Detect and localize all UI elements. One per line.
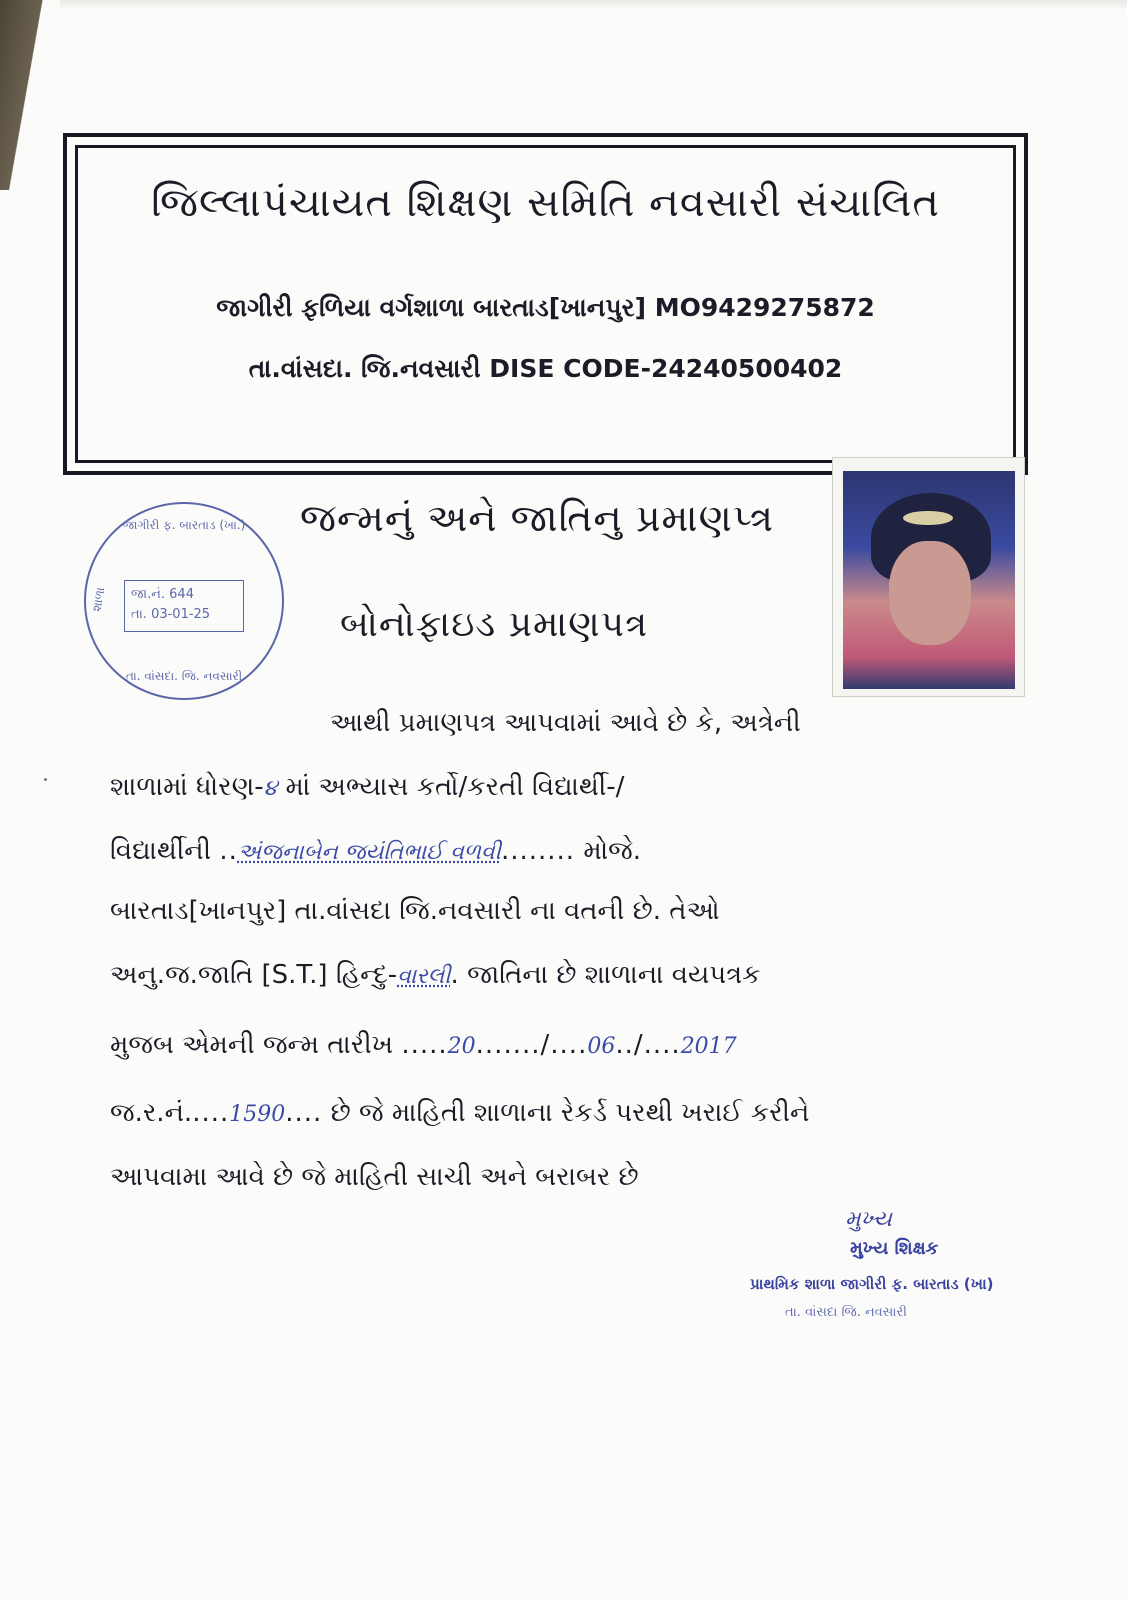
student-name: અંજનાબેન જયંતિભાઈ વળવી (237, 840, 501, 865)
body-line-7 (110, 1098, 809, 1129)
signature-title: મુખ્ય શિક્ષક (850, 1238, 939, 1259)
stamp-inner-box (124, 580, 244, 632)
photo-headpiece (903, 511, 953, 525)
body-line-3-start: વિદ્યાર્થીની (110, 836, 220, 866)
name-dots-left: .. (219, 836, 238, 866)
body-line-8: આપવામા આવે છે જે માહિતી સાચી અને બરાબર છે (110, 1162, 639, 1192)
birth-caste-certificate-title: જન્મનું અને જાતિનુ પ્રમાણપ્ત્ર (300, 496, 774, 540)
signature-scribble: મુખ્ય (845, 1207, 892, 1232)
header-address-line: તા.વાંસદા. જિ.નવસારી DISE CODE-24240500402 (248, 354, 843, 383)
signature-school: પ્રાથમિક શાળા જાગીરી ફ. બારતાડ (ખા) (750, 1275, 994, 1293)
body-line-3-end: મોજે. (575, 836, 642, 866)
dob-year: 2017 (680, 1034, 737, 1059)
stamp-number: જા.નં. 644 (131, 587, 194, 602)
student-photo-frame (832, 457, 1025, 697)
paper-top-edge (60, 0, 1127, 10)
register-number: 1590 (229, 1102, 286, 1127)
header-title: જિલ્લાપંચાયત શિક્ષણ સમિતિ નવસારી સંચાલિત (151, 180, 940, 226)
dob-dots-3: ../.... (615, 1030, 681, 1060)
body-line-2-end: માં અભ્યાસ કર્તો/કરતી વિદ્યાર્થી-/ (277, 772, 625, 802)
bonafide-certificate-title: બોનોફાઇડ પ્રમાણપત્ર (340, 604, 649, 645)
stamp-ring-top: જાગીરી ફ. બારતાડ (ખા.) (122, 518, 246, 532)
paper-speck (44, 778, 47, 781)
body-line-5-start: અનુ.જ.જાતિ [S.T.] હિન્દુ- (110, 960, 398, 990)
name-dots-right: ........ (500, 836, 576, 866)
body-line-2-start: શાળામાં ધોરણ- (110, 772, 264, 802)
photo-background-edge (0, 0, 60, 190)
body-line-6-start: મુજબ એમની જન્મ તારીખ (110, 1030, 402, 1060)
photo-face (889, 541, 971, 645)
reg-dots-2: .... (285, 1098, 323, 1128)
stamp-ring-bottom: તા. વાંસદા. જિ. નવસારી (125, 669, 243, 683)
header-inner-border (75, 145, 1016, 463)
stamp-ring-left: શાળા (89, 586, 108, 613)
body-line-4: બારતાડ[ખાનપુર] તા.વાંસદા જિ.નવસારી ના વતની છે. તેઓ (110, 896, 720, 926)
body-line-1: આથી પ્રમાણપત્ર આપવામાં આવે છે કે, અત્રેની (330, 708, 801, 738)
body-line-7-start: જ.ર.નં. (110, 1098, 193, 1128)
dob-month: 06 (587, 1034, 616, 1059)
header-school-line: જાગીરી ફળિયા વર્ગશાળા બારતાડ[ખાનપુર] MO9429275872 (216, 293, 875, 322)
stamp-date: તા. 03-01-25 (131, 607, 211, 622)
dob-dots-2: ......./.... (475, 1030, 588, 1060)
body-line-5-end: . જાતિના છે શાળાના વયપત્રક (450, 960, 761, 990)
student-photo (843, 471, 1015, 689)
dob-day: 20 (447, 1034, 476, 1059)
headmaster-signature-stamp (750, 1205, 1060, 1335)
dob-dots-1: ..... (401, 1030, 448, 1060)
school-stamp (84, 502, 284, 700)
signature-place: તા. વાંસદા જિ. નવસારી (785, 1305, 907, 1320)
header-box (63, 133, 1028, 475)
body-line-3 (110, 836, 641, 867)
standard-value: ૪ (263, 776, 278, 801)
body-line-2 (110, 772, 624, 803)
caste-value: વારલી (397, 964, 451, 989)
body-line-6 (110, 1030, 737, 1061)
body-line-7-end: છે જે માહિતી શાળાના રેકર્ડ પરથી ખરાઈ કરીને (322, 1098, 810, 1128)
reg-dots-1: .... (192, 1098, 230, 1128)
body-line-5 (110, 960, 760, 991)
